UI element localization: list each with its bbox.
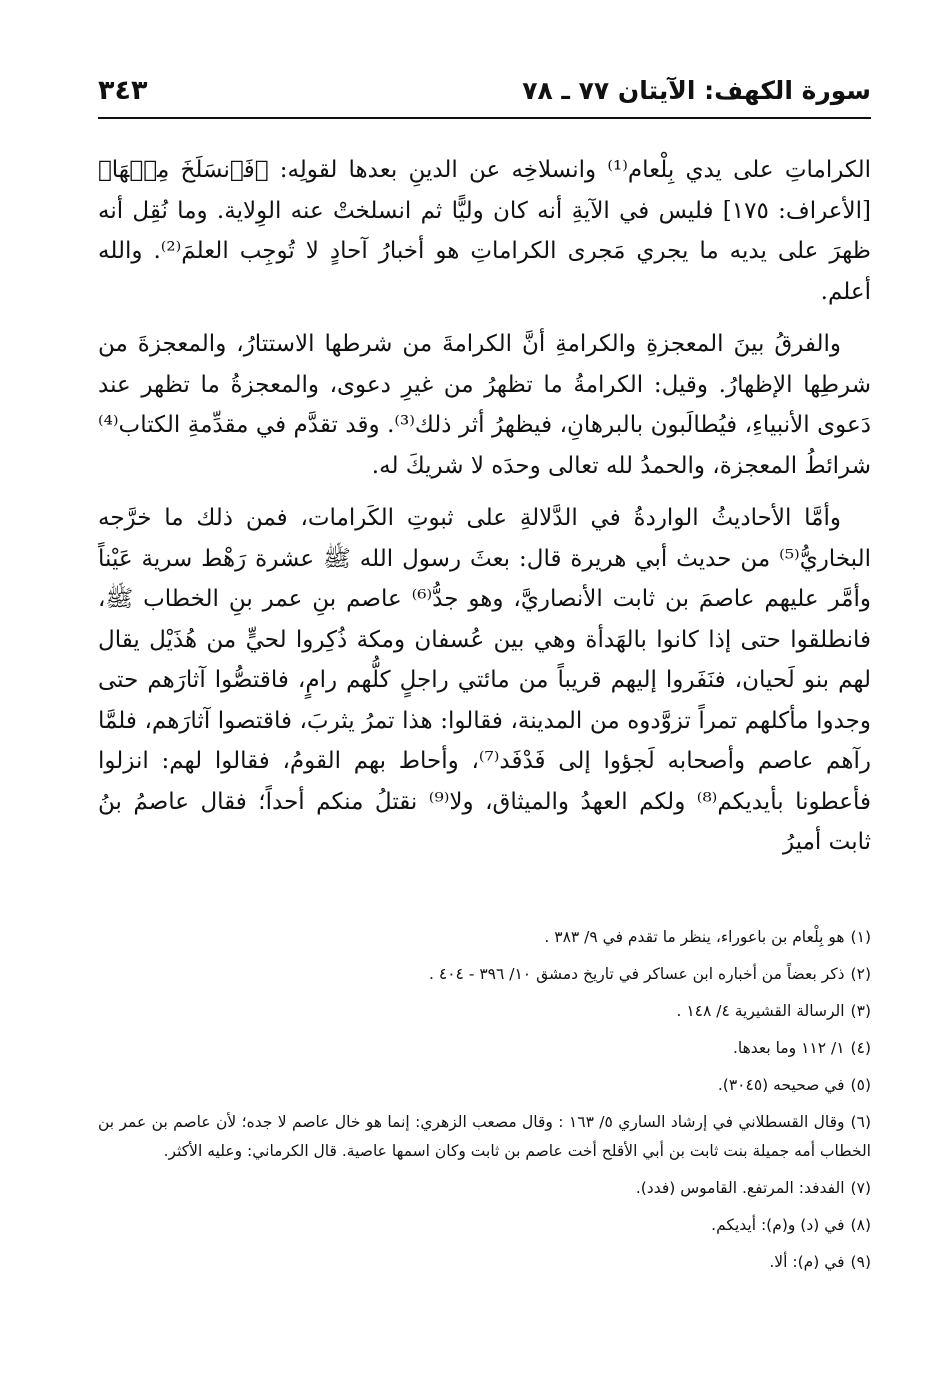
footnote bbox=[98, 997, 871, 1026]
footnote bbox=[98, 1174, 871, 1203]
running-title: سورة الكهف: الآيتان ٧٧ ـ ٧٨ bbox=[522, 76, 871, 105]
footnote bbox=[98, 1108, 871, 1166]
footnote-text: هو بِلْعام بن باعوراء، ينظر ما تقدم في ٩/ ٣٨٣ . bbox=[544, 928, 845, 946]
paragraph: والفرقُ بينَ المعجزةِ والكرامةِ أنَّ الكرامةَ من شرطها الاستتارُ، والمعجزةَ من شرطِها الإظهارُ. وقيل: الكرامةُ ما تظهرُ من غيرِ دعوى، والمعجزةُ ما تظهر عند دَعوى الأنبياءِ، فيُطالَبون بالبرهانِ، فيظهرُ أثر ذلك⁽³⁾. وقد تقدَّم في مقدِّمةِ الكتاب⁽⁴⁾ شرائطُ المعجزة، والحمدُ لله تعالى وحدَه لا شريكَ له. bbox=[98, 331, 871, 479]
footnote bbox=[98, 1034, 871, 1063]
footnote bbox=[98, 923, 871, 952]
footnote-number: (٧) bbox=[850, 1179, 871, 1197]
footnote-number: (٦) bbox=[850, 1113, 871, 1131]
footnote-text: في صحيحه (٣٠٤٥). bbox=[717, 1076, 845, 1094]
paragraph: الكراماتِ على يدي بِلْعام⁽¹⁾ وانسلاخِه عن الدينِ بعدها لقولِه: ﴿فَٱنسَلَخَ مِنۡهَا﴾ [الأعراف: ١٧٥] فليس في الآيةِ أنه كان وليًّا ثم انسلختْ عنه الوِلاية. وما نُقِل أنه ظهرَ على يديه ما يجري مَجرى الكراماتِ هو أخبارُ آحادٍ لا تُوجِب العلمَ⁽²⁾. والله أعلم. bbox=[98, 157, 872, 305]
footnote-number: (١) bbox=[850, 928, 871, 946]
main-text bbox=[98, 150, 871, 875]
footnote-text: وقال القسطلاني في إرشاد الساري ٥/ ١٦٣ : وقال مصعب الزهري: إنما هو خال عاصم لا جده؛ لأن عاصم بن عمر بن الخطاب أمه جميلة بنت ثابت بن أبي الأقلح أخت عاصم بن ثابت وكان اسمها عاصية. قال الكرماني: وعليه الأكثر. bbox=[98, 1113, 871, 1160]
footnote-text: ١/ ١١٢ وما بعدها. bbox=[732, 1039, 845, 1057]
footnote-number: (٥) bbox=[850, 1076, 871, 1094]
footnote-text: الرسالة القشيرية ٤/ ١٤٨ . bbox=[676, 1002, 845, 1020]
footnote bbox=[98, 1071, 871, 1100]
header-divider bbox=[98, 117, 871, 119]
footnote-number: (٩) bbox=[850, 1253, 871, 1271]
footnote-number: (٤) bbox=[850, 1039, 871, 1057]
footnote-number: (٢) bbox=[850, 965, 871, 983]
footnote-text: في (م): ألا. bbox=[769, 1253, 845, 1271]
page-header bbox=[98, 70, 871, 116]
paragraph: وأمَّا الأحاديثُ الواردةُ في الدَّلالةِ على ثبوتِ الكَرامات، فمن ذلك ما خرَّجه البخاريُّ⁽⁵⁾ من حديث أبي هريرة قال: بعثَ رسول الله ﷺ عشرة رَهْط سرية عَيْناً وأمَّر عليهم عاصمَ بن ثابت الأنصاريَّ، وهو جدُّ⁽⁶⁾ عاصم بنِ عمر بنِ الخطاب ﷺ، فانطلقوا حتى إذا كانوا بالهَدأة وهي بين عُسفان ومكة ذُكِروا لحيٍّ من هُذَيْل يقال لهم بنو لَحيان، فنَفَروا إليهم قريباً من مائتي راجلٍ كلُّهم رامٍ، فاقتصُّوا آثارَهم حتى وجدوا مأكلهم تمراً تزوَّدوه من المدينة، فقالوا: هذا تمرُ يثربَ، فاقتصوا آثارَهم، فلمَّا رآهم عاصم وأصحابه لَجؤوا إلى فَدْفَد⁽⁷⁾، وأحاط بهم القومُ، فقالوا لهم: انزلوا فأعطونا بأيديكم⁽⁸⁾ ولكم العهدُ والميثاق، ولا⁽⁹⁾ نقتلُ منكم أحداً؛ فقال عاصمُ بنُ ثابت أميرُ bbox=[98, 505, 872, 855]
footnote bbox=[98, 960, 871, 989]
footnote bbox=[98, 1211, 871, 1240]
footnote-text: الفدفد: المرتفع. القاموس (فدد). bbox=[635, 1179, 845, 1197]
footnote-number: (٣) bbox=[850, 1002, 871, 1020]
page-number: ٣٤٣ bbox=[98, 75, 148, 106]
footnote-text: في (د) و(م): أيديكم. bbox=[711, 1216, 845, 1234]
footnote-number: (٨) bbox=[850, 1216, 871, 1234]
footnotes bbox=[98, 923, 871, 1285]
footnote bbox=[98, 1248, 871, 1277]
footnote-text: ذكر بعضاً من أخباره ابن عساكر في تاريخ دمشق ١٠/ ٣٩٦ - ٤٠٤ . bbox=[429, 965, 845, 983]
